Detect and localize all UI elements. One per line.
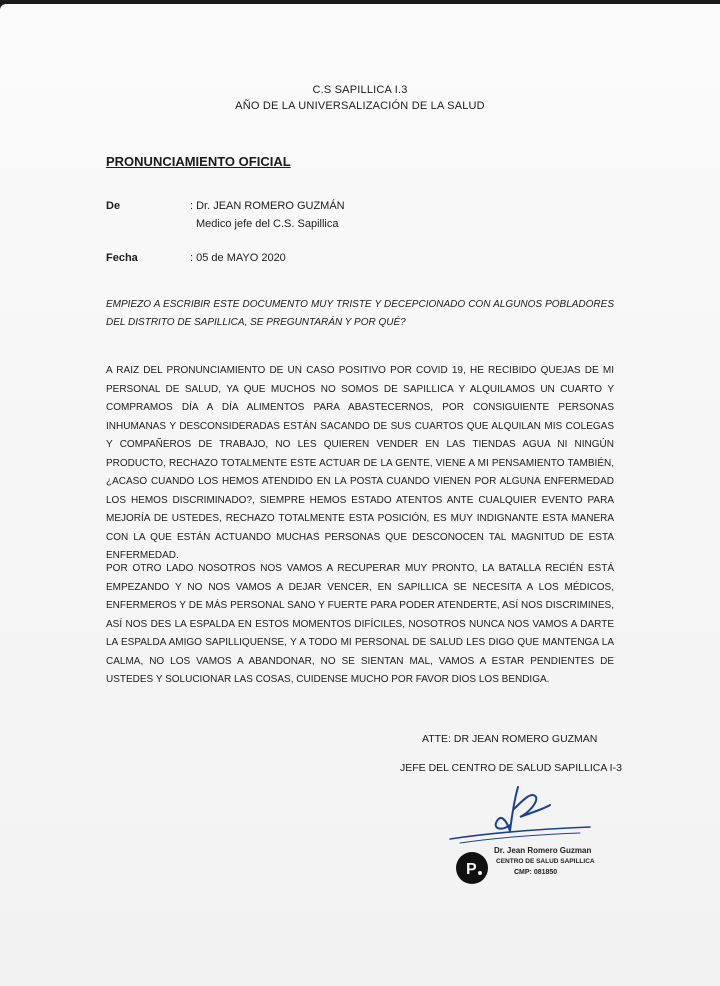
from-position: Medico jefe del C.S. Sapillica: [196, 218, 339, 230]
signature-atte: ATTE: DR JEAN ROMERO GUZMAN: [422, 733, 598, 745]
date-label: Fecha: [106, 252, 138, 264]
body-paragraph-2: POR OTRO LADO NOSOTROS NOS VAMOS A RECUPERAR MUY PRONTO, LA BATALLA RECIÉN ESTÁ EMPEZANDO Y NO NOS VAMOS A DEJAR VENCER, EN SAPILLICA SE NECESITA A LOS MÉDICOS, ENFERMEROS Y DE MÁS PERSONAL SANO Y FUERTE PARA PODER ATENDERTE, ASÍ NOS DISCRIMINES, ASÍ NOS DES LA ESPALDA EN ESTOS MOMENTOS DIFÍCILES, NOSOTROS NUNCA NOS VAMOS A DARTE LA ESPALDA AMIGO SAPILLIQUENSE, Y A TODO MI PERSONAL DE SALUD LES DIGO QUE MANTENGA LA CALMA, NO LOS VAMOS A ABANDONAR, NO SE SIENTAN MAL, VAMOS A ESTAR PENDIENTES DE USTEDES Y SOLUCIONAR LAS COSAS, CUIDENSE MUCHO POR FAVOR DIOS LOS BENDIGA.: [106, 563, 614, 685]
handwritten-signature: [440, 779, 600, 849]
header-year-slogan: AÑO DE LA UNIVERSALIZACIÓN DE LA SALUD: [235, 100, 485, 112]
body-paragraph-1: A RAIZ DEL PRONUNCIAMIENTO DE UN CASO POSITIVO POR COVID 19, HE RECIBIDO QUEJAS DE MI PERSONAL DE SALUD, YA QUE MUCHOS NO SOMOS DE SAPILLICA Y ALQUILAMOS UN CUARTO Y COMPRAMOS DÍA A DÍA ALIMENTOS PARA ABASTECERNOS, POR CONSIGUIENTE PERSONAS INHUMANAS Y DESCONSIDERADAS ESTÁN SACANDO DE SUS CUARTOS QUE ALQUILAN MIS COLEGAS Y COMPAÑEROS DE TRABAJO, NO LES QUIEREN VENDER EN LAS TIENDAS AGUA NI NINGÚN PRODUCTO, RECHAZO TOTALMENTE ESTE ACTUAR DE LA GENTE, VIENE A MI PENSAMIENTO TAMBIÉN, ¿ACASO CUANDO LOS HEMOS ATENDIDO EN LA POSTA CUANDO VIENEN POR ALGUNA ENFERMEDAD LOS HEMOS DISCRIMINADO?, SIEMPRE HEMOS ESTADO ATENTOS ANTE CUALQUIER EVENTO PARA MEJORÍA DE USTEDES, RECHAZO TOTALMENTE ESTA POSICIÓN, ES MUY INDIGNANTE ESTA MANERA CON LA QUE ESTÁN ACTUANDO MUCHAS PERSONAS QUE DESCONOCEN TAL MAGNITUD DE ESTA ENFERMEDAD.: [106, 365, 614, 561]
from-label: De: [106, 200, 121, 212]
from-name: : Dr. JEAN ROMERO GUZMÁN: [190, 200, 345, 212]
intro-paragraph: EMPIEZO A ESCRIBIR ESTE DOCUMENTO MUY TRISTE Y DECEPCIONADO CON ALGUNOS POBLADORES DEL DISTRITO DE SAPILLICA, SE PREGUNTARÁN Y POR QUÉ?: [106, 299, 614, 328]
stamp-center: CENTRO DE SALUD SAPILLICA: [496, 858, 595, 865]
stamp-logo: [455, 851, 489, 885]
document-title: PRONUNCIAMIENTO OFICIAL: [106, 154, 291, 169]
header-center-name: C.S SAPILLICA I.3: [312, 84, 408, 96]
stamp-cmp: CMP: 081850: [514, 869, 558, 876]
svg-text:P: P: [466, 861, 477, 878]
document-page: [0, 4, 720, 986]
date-value: : 05 de MAYO 2020: [190, 252, 286, 264]
stamp-name: Dr. Jean Romero Guzman: [494, 846, 592, 855]
signature-role: JEFE DEL CENTRO DE SALUD SAPILLICA I-3: [400, 762, 622, 774]
